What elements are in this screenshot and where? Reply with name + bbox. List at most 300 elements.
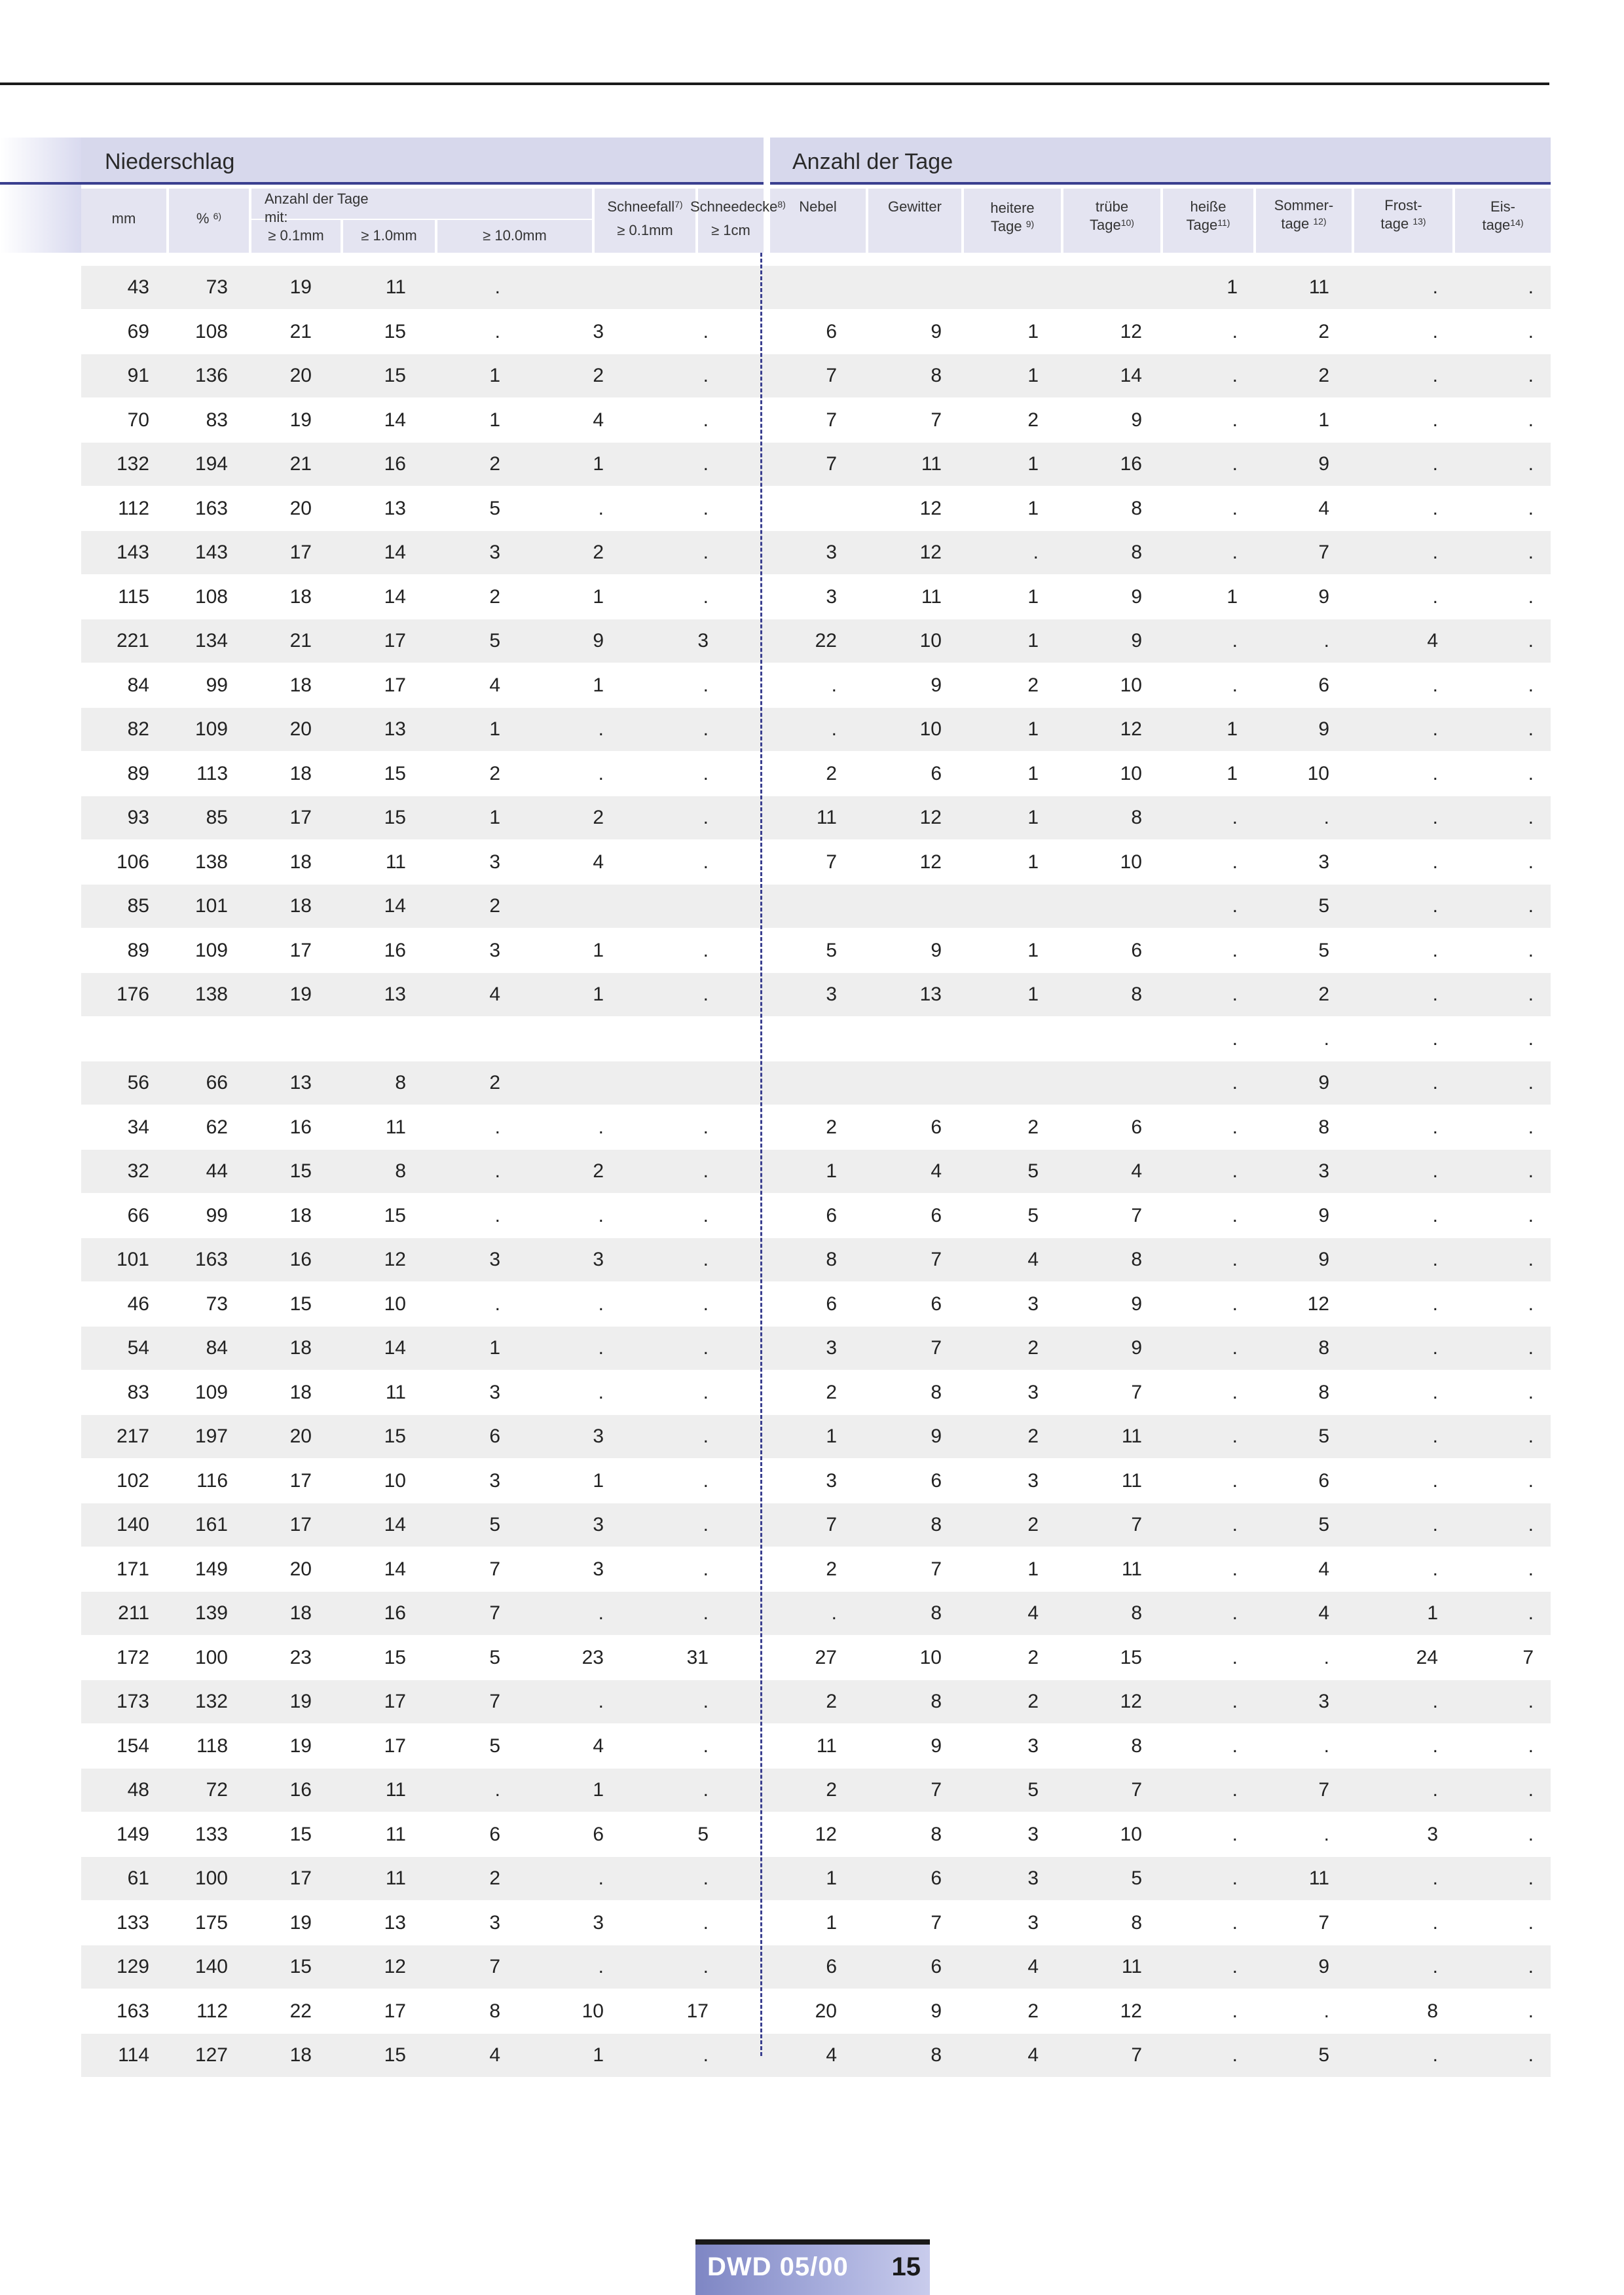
table-cell: . xyxy=(1232,1779,1238,1801)
table-cell: 12 xyxy=(1120,321,1142,342)
table-row xyxy=(81,1725,1551,1768)
table-row xyxy=(81,619,1551,663)
table-cell: 8 xyxy=(1131,1249,1142,1270)
table-cell: 3 xyxy=(593,1558,604,1580)
table-cell: 99 xyxy=(206,1205,228,1226)
table-cell: 66 xyxy=(206,1072,228,1093)
table-cell: 20 xyxy=(289,1425,312,1447)
table-cell: 7 xyxy=(1131,2044,1142,2066)
table-cell: 3 xyxy=(1027,1867,1039,1889)
table-cell: 9 xyxy=(1131,630,1142,652)
header-anzahl-mit: Anzahl der Tage mit: xyxy=(265,191,369,225)
table-cell: . xyxy=(1528,1867,1534,1889)
table-cell: 17 xyxy=(384,630,406,652)
table-cell: 1 xyxy=(593,674,604,696)
table-cell: 1 xyxy=(1027,453,1039,475)
table-cell: . xyxy=(1528,1824,1534,1845)
table-cell: 2 xyxy=(826,1691,837,1712)
table-cell: 127 xyxy=(194,2044,228,2066)
table-cell: 11 xyxy=(1121,1956,1142,1977)
table-cell xyxy=(973,266,1039,309)
table-cell xyxy=(538,266,604,309)
table-row xyxy=(81,1106,1551,1149)
table-cell: 3 xyxy=(593,1249,604,1270)
table-cell: 20 xyxy=(289,718,312,740)
table-cell: 132 xyxy=(194,1691,228,1712)
table-cell: . xyxy=(1528,542,1534,563)
table-cell xyxy=(1077,1061,1142,1105)
table-cell: 9 xyxy=(1318,1956,1329,1977)
table-row xyxy=(81,1680,1551,1723)
table-cell: 8 xyxy=(489,2000,500,2022)
table-cell: 7 xyxy=(826,365,837,386)
table-cell: . xyxy=(1528,1293,1534,1315)
table-cell: 12 xyxy=(815,1824,837,1845)
table-cell: 15 xyxy=(384,2044,406,2066)
table-row xyxy=(81,664,1551,707)
table-row xyxy=(81,399,1551,442)
table-cell: . xyxy=(703,674,709,696)
table-row xyxy=(81,1018,1551,1061)
table-cell: 109 xyxy=(194,718,228,740)
table-cell: . xyxy=(1232,1028,1238,1050)
table-cell: 15 xyxy=(289,1160,312,1182)
table-cell: 7 xyxy=(931,1912,942,1934)
table-cell: . xyxy=(494,1205,500,1226)
table-cell: 9 xyxy=(1318,1072,1329,1093)
table-cell: 8 xyxy=(931,1514,942,1535)
table-cell: 18 xyxy=(289,763,312,784)
table-cell: 4 xyxy=(593,409,604,431)
table-cell: 6 xyxy=(826,1205,837,1226)
table-cell: 8 xyxy=(931,2044,942,2066)
table-cell: . xyxy=(494,321,500,342)
table-cell: . xyxy=(1432,1249,1438,1270)
table-cell: 54 xyxy=(127,1337,149,1359)
table-cell: . xyxy=(1432,453,1438,475)
table-row xyxy=(81,796,1551,839)
table-cell: 83 xyxy=(206,409,228,431)
table-cell: . xyxy=(1432,1735,1438,1757)
table-cell: 138 xyxy=(194,983,228,1005)
table-cell: . xyxy=(1232,674,1238,696)
table-cell: 149 xyxy=(116,1824,149,1845)
niederschlag-title: Niederschlag xyxy=(105,149,235,174)
table-cell xyxy=(973,1061,1039,1105)
table-cell: 19 xyxy=(289,276,312,298)
table-cell: 16 xyxy=(384,453,406,475)
table-cell: 4 xyxy=(1027,1602,1039,1624)
table-cell: . xyxy=(1432,1425,1438,1447)
table-cell: . xyxy=(1232,321,1238,342)
table-row xyxy=(81,841,1551,884)
table-cell: . xyxy=(1323,1735,1329,1757)
table-cell: . xyxy=(703,1249,709,1270)
table-cell: 3 xyxy=(1027,1735,1039,1757)
table-cell: 5 xyxy=(1131,1867,1142,1889)
table-cell: 3 xyxy=(593,321,604,342)
table-row xyxy=(81,1857,1551,1900)
table-cell: . xyxy=(703,321,709,342)
table-cell: 1 xyxy=(1027,630,1039,652)
table-cell: 1 xyxy=(1027,365,1039,386)
niederschlag-rule xyxy=(81,182,764,185)
table-cell: 7 xyxy=(489,1602,500,1624)
table-cell: . xyxy=(703,498,709,519)
table-cell: . xyxy=(1232,1072,1238,1093)
table-cell: 18 xyxy=(289,895,312,917)
table-cell: . xyxy=(1232,983,1238,1005)
table-cell: 9 xyxy=(1318,718,1329,740)
table-cell: 11 xyxy=(385,276,406,298)
table-cell: 101 xyxy=(194,895,228,917)
table-cell: . xyxy=(1432,1470,1438,1492)
table-cell: 7 xyxy=(1318,1912,1329,1934)
table-cell: . xyxy=(1232,1425,1238,1447)
table-cell: 173 xyxy=(116,1691,149,1712)
table-cell: 5 xyxy=(1318,2044,1329,2066)
table-cell: 7 xyxy=(1318,542,1329,563)
top-rule xyxy=(0,83,1549,85)
table-cell: 11 xyxy=(1121,1470,1142,1492)
table-cell: 1 xyxy=(1318,409,1329,431)
table-cell: . xyxy=(598,1691,604,1712)
table-cell: 89 xyxy=(127,940,149,961)
table-cell: . xyxy=(1432,1028,1438,1050)
table-cell: . xyxy=(1528,1956,1534,1977)
table-cell xyxy=(435,1018,500,1061)
table-cell: . xyxy=(1232,1735,1238,1757)
table-cell: . xyxy=(1232,851,1238,873)
table-cell: 197 xyxy=(194,1425,228,1447)
table-cell: . xyxy=(1033,542,1039,563)
table-cell: 44 xyxy=(206,1160,228,1182)
table-cell: . xyxy=(598,1337,604,1359)
table-cell: . xyxy=(1432,498,1438,519)
table-cell xyxy=(771,1018,837,1061)
table-cell: 13 xyxy=(384,1912,406,1934)
table-cell: 10 xyxy=(1120,763,1142,784)
table-cell: 9 xyxy=(931,674,942,696)
table-cell: 4 xyxy=(1027,2044,1039,2066)
table-cell: 16 xyxy=(384,1602,406,1624)
table-cell: 2 xyxy=(593,807,604,828)
table-cell xyxy=(876,266,942,309)
table-cell: . xyxy=(1432,940,1438,961)
table-cell: 1 xyxy=(1027,321,1039,342)
tage-title: Anzahl der Tage xyxy=(792,149,953,174)
table-row xyxy=(81,354,1551,397)
table-row xyxy=(81,487,1551,530)
table-cell xyxy=(162,1018,228,1061)
table-cell: 3 xyxy=(826,983,837,1005)
table-cell: . xyxy=(703,1514,709,1535)
table-cell: . xyxy=(703,1116,709,1138)
table-cell: . xyxy=(1528,1160,1534,1182)
table-cell: 4 xyxy=(489,983,500,1005)
table-cell: . xyxy=(494,1293,500,1315)
table-cell xyxy=(643,885,709,928)
table-cell: . xyxy=(1528,630,1534,652)
table-cell: 10 xyxy=(919,718,942,740)
table-cell: 6 xyxy=(931,1867,942,1889)
table-cell: . xyxy=(1528,2044,1534,2066)
table-cell: . xyxy=(703,718,709,740)
table-cell: . xyxy=(1432,1779,1438,1801)
table-cell: 6 xyxy=(826,1956,837,1977)
table-cell: 134 xyxy=(194,630,228,652)
table-cell: 176 xyxy=(116,983,149,1005)
table-cell: 7 xyxy=(1131,1514,1142,1535)
table-cell: 19 xyxy=(289,1912,312,1934)
table-cell: 7 xyxy=(931,409,942,431)
table-cell: 18 xyxy=(289,851,312,873)
table-cell: . xyxy=(703,763,709,784)
table-row xyxy=(81,1769,1551,1812)
table-row xyxy=(81,1150,1551,1193)
table-cell: . xyxy=(703,1293,709,1315)
table-row xyxy=(81,1945,1551,1989)
table-cell: 4 xyxy=(593,851,604,873)
table-cell: 108 xyxy=(194,586,228,608)
table-row xyxy=(81,2034,1551,2077)
table-cell: 84 xyxy=(127,674,149,696)
table-cell: . xyxy=(703,1425,709,1447)
table-cell: 221 xyxy=(116,630,149,652)
table-cell: 1 xyxy=(1427,1602,1438,1624)
table-cell: . xyxy=(1432,542,1438,563)
table-cell: 15 xyxy=(384,365,406,386)
table-row xyxy=(81,1061,1551,1105)
table-cell: 10 xyxy=(1120,1824,1142,1845)
table-cell: 17 xyxy=(289,542,312,563)
table-cell: 163 xyxy=(194,498,228,519)
table-cell: . xyxy=(1528,498,1534,519)
table-cell: 9 xyxy=(1131,1293,1142,1315)
table-cell: 161 xyxy=(194,1514,228,1535)
table-cell: 140 xyxy=(194,1956,228,1977)
table-cell: . xyxy=(1528,1249,1534,1270)
table-cell: 1 xyxy=(593,1470,604,1492)
footer-badge xyxy=(695,2239,930,2295)
table-cell: 3 xyxy=(1027,1470,1039,1492)
table-cell: 2 xyxy=(593,1160,604,1182)
table-cell: 13 xyxy=(919,983,942,1005)
table-cell xyxy=(246,1018,312,1061)
table-cell: 2 xyxy=(593,542,604,563)
table-cell: 11 xyxy=(385,1867,406,1889)
table-cell: . xyxy=(1232,1249,1238,1270)
table-cell xyxy=(771,487,837,530)
table-cell: . xyxy=(703,1867,709,1889)
table-cell: 1 xyxy=(593,586,604,608)
table-cell: . xyxy=(1432,1912,1438,1934)
section-divider xyxy=(760,253,762,2056)
header-mm: mm xyxy=(111,210,136,227)
table-cell: 3 xyxy=(489,1382,500,1403)
table-row xyxy=(81,1283,1551,1326)
table-cell: 6 xyxy=(931,1293,942,1315)
table-cell: . xyxy=(1432,1382,1438,1403)
left-header-rule xyxy=(0,182,81,185)
table-cell: . xyxy=(1232,1205,1238,1226)
table-cell: 3 xyxy=(1027,1824,1039,1845)
table-cell: 8 xyxy=(931,365,942,386)
table-cell: 18 xyxy=(289,1382,312,1403)
table-cell: 2 xyxy=(1318,365,1329,386)
table-cell xyxy=(538,885,604,928)
table-cell: 11 xyxy=(385,851,406,873)
table-cell: 140 xyxy=(116,1514,149,1535)
header-schneefall: Schneefall$^{7)}$ xyxy=(607,198,683,215)
table-cell: 4 xyxy=(931,1160,942,1182)
table-cell: . xyxy=(1432,1072,1438,1093)
header-pct: % $^{6)}$ xyxy=(196,210,222,227)
table-cell: 3 xyxy=(489,1470,500,1492)
table-cell: 8 xyxy=(1131,1602,1142,1624)
table-cell: . xyxy=(1432,1691,1438,1712)
table-row xyxy=(81,1327,1551,1370)
table-cell: 4 xyxy=(489,674,500,696)
table-cell: 7 xyxy=(931,1249,942,1270)
table-cell: 7 xyxy=(931,1779,942,1801)
table-cell: 171 xyxy=(116,1558,149,1580)
table-cell: . xyxy=(1323,630,1329,652)
table-cell: . xyxy=(703,1956,709,1977)
table-cell: 1 xyxy=(1227,276,1238,298)
table-cell: . xyxy=(598,1116,604,1138)
table-cell: . xyxy=(703,1912,709,1934)
table-cell: . xyxy=(1232,1647,1238,1668)
table-cell: 3 xyxy=(1427,1824,1438,1845)
table-cell xyxy=(538,1018,604,1061)
table-cell: 15 xyxy=(289,1956,312,1977)
table-cell: . xyxy=(1232,1116,1238,1138)
table-cell: 9 xyxy=(931,1735,942,1757)
table-cell: 9 xyxy=(593,630,604,652)
table-cell: 5 xyxy=(489,498,500,519)
table-cell: 11 xyxy=(816,1735,837,1757)
table-cell: 17 xyxy=(289,1470,312,1492)
table-cell: 72 xyxy=(206,1779,228,1801)
table-cell: 3 xyxy=(826,586,837,608)
table-cell: 1 xyxy=(1027,983,1039,1005)
table-cell: 4 xyxy=(1318,1602,1329,1624)
table-cell: 113 xyxy=(196,763,228,784)
table-cell: 16 xyxy=(289,1249,312,1270)
table-cell xyxy=(643,266,709,309)
table-cell: . xyxy=(1432,1337,1438,1359)
table-cell: 3 xyxy=(489,542,500,563)
table-cell: 15 xyxy=(384,763,406,784)
table-cell: 9 xyxy=(931,1425,942,1447)
table-cell: 3 xyxy=(1027,1382,1039,1403)
table-cell: 17 xyxy=(384,1691,406,1712)
table-cell: 1 xyxy=(489,409,500,431)
table-cell: . xyxy=(1528,1691,1534,1712)
table-cell: 2 xyxy=(489,1867,500,1889)
header-heisse: heiße Tage$^{11)}$ xyxy=(1186,198,1230,233)
table-cell: 15 xyxy=(1120,1647,1142,1668)
table-cell: 5 xyxy=(489,1735,500,1757)
table-cell: 12 xyxy=(919,498,942,519)
table-cell: 18 xyxy=(289,586,312,608)
table-cell: 5 xyxy=(1027,1779,1039,1801)
table-cell: . xyxy=(494,1160,500,1182)
table-row xyxy=(81,1415,1551,1458)
table-cell: 17 xyxy=(384,1735,406,1757)
table-cell: . xyxy=(831,1602,837,1624)
table-cell: 2 xyxy=(826,1116,837,1138)
table-cell: 118 xyxy=(196,1735,228,1757)
table-cell: 136 xyxy=(194,365,228,386)
table-cell: 2 xyxy=(826,1779,837,1801)
table-cell: 2 xyxy=(1027,674,1039,696)
table-cell: . xyxy=(703,1779,709,1801)
table-cell: . xyxy=(1432,1293,1438,1315)
table-cell: 143 xyxy=(194,542,228,563)
table-cell: . xyxy=(598,1956,604,1977)
table-cell: . xyxy=(703,1602,709,1624)
table-cell xyxy=(1077,1018,1142,1061)
table-cell: . xyxy=(1232,630,1238,652)
table-cell: 7 xyxy=(1131,1205,1142,1226)
table-cell: . xyxy=(703,586,709,608)
footer-label: DWD 05/00 xyxy=(707,2252,849,2281)
table-cell: . xyxy=(1232,498,1238,519)
table-cell: 109 xyxy=(194,940,228,961)
table-cell: . xyxy=(703,983,709,1005)
table-cell: 2 xyxy=(593,365,604,386)
table-cell: . xyxy=(1323,2000,1329,2022)
table-row xyxy=(81,1460,1551,1503)
table-cell: . xyxy=(598,763,604,784)
table-cell: . xyxy=(598,1293,604,1315)
table-cell xyxy=(771,1061,837,1105)
table-cell: 10 xyxy=(384,1470,406,1492)
table-cell: 12 xyxy=(1120,718,1142,740)
table-cell: 17 xyxy=(384,674,406,696)
table-cell: 10 xyxy=(919,1647,942,1668)
table-cell: 1 xyxy=(1027,498,1039,519)
table-cell: 112 xyxy=(118,498,149,519)
table-cell: . xyxy=(1432,1116,1438,1138)
table-cell: 6 xyxy=(931,1956,942,1977)
table-cell: 16 xyxy=(1120,453,1142,475)
table-row xyxy=(81,310,1551,354)
table-cell: . xyxy=(1528,1205,1534,1226)
table-cell: 154 xyxy=(116,1735,149,1757)
table-cell: 109 xyxy=(194,1382,228,1403)
table-cell: 2 xyxy=(489,453,500,475)
table-cell: . xyxy=(1432,1558,1438,1580)
table-cell: . xyxy=(1528,1382,1534,1403)
table-cell: 1 xyxy=(826,1912,837,1934)
table-cell: 1 xyxy=(1227,586,1238,608)
table-cell: 2 xyxy=(826,763,837,784)
table-cell: . xyxy=(1232,1160,1238,1182)
table-cell: . xyxy=(1232,2044,1238,2066)
table-cell: 21 xyxy=(289,630,312,652)
footer-bar xyxy=(695,2239,930,2245)
table-cell: 7 xyxy=(1131,1382,1142,1403)
table-cell: 93 xyxy=(127,807,149,828)
table-cell: . xyxy=(1432,321,1438,342)
header-eis: Eis- tage$^{14)}$ xyxy=(1482,198,1524,233)
table-cell: 8 xyxy=(395,1072,406,1093)
table-cell xyxy=(341,1018,406,1061)
table-cell: 1 xyxy=(1027,586,1039,608)
